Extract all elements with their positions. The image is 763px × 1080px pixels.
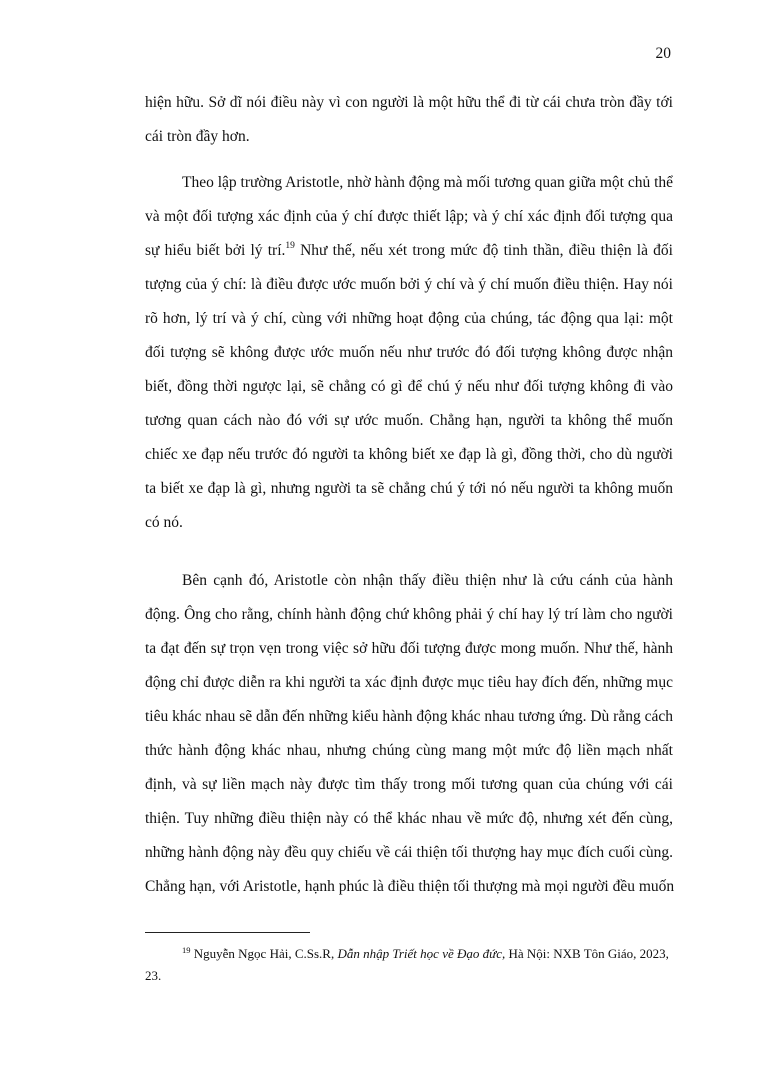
text-line: chiếc xe đạp nếu trước đó người ta không biết xe đạp là gì, đồng thời, cho dù người bbox=[145, 446, 673, 463]
text-line: động. Ông cho rằng, chính hành động chứ không phải ý chí hay lý trí làm cho người bbox=[145, 606, 673, 623]
footnote-author: Nguyễn Ngọc Hải, C.Ss.R, bbox=[190, 946, 338, 961]
footnote-publisher: Hà Nội: NXB Tôn Giáo, 2023, bbox=[505, 946, 669, 961]
footnote-separator bbox=[145, 932, 310, 933]
text-line: thức hành động khác nhau, nhưng chúng cùng mang một mức độ liền mạch nhất bbox=[145, 742, 673, 759]
text-line: Chẳng hạn, với Aristotle, hạnh phúc là điều thiện tối thượng mà mọi người đều muốn bbox=[145, 878, 675, 895]
text-line: động chỉ được diễn ra khi người ta xác định được mục tiêu hay đích đến, những mục bbox=[145, 674, 673, 691]
footnote-page: 23. bbox=[145, 968, 162, 983]
text-line: và một đối tượng xác định của ý chí được thiết lập; và ý chí xác định đối tượng qua bbox=[145, 208, 673, 225]
footnote-title: Dẫn nhập Triết học về Đạo đức, bbox=[337, 946, 506, 961]
paragraph-3 bbox=[145, 564, 673, 904]
paragraph-1 bbox=[145, 86, 673, 154]
paragraph-2 bbox=[145, 166, 673, 540]
text-line: biết, đồng thời ngược lại, sẽ chẳng có gì để chú ý nếu như đối tượng không đi vào bbox=[145, 378, 673, 395]
text-segment: Như thế, nếu xét trong mức độ tinh thần, điều thiện là đối bbox=[294, 242, 673, 259]
text-line: có nó. bbox=[145, 514, 183, 531]
footnote-mark: 19 bbox=[182, 945, 191, 955]
text-line: định, và sự liền mạch này được tìm thấy trong mối tương quan của chúng với cái bbox=[145, 776, 673, 793]
text-line: tiêu khác nhau sẽ dẫn đến những kiểu hành động khác nhau tương ứng. Dù rằng cách bbox=[145, 708, 673, 725]
text-line: rõ hơn, lý trí và ý chí, cùng với những hoạt động của chúng, tác động qua lại: một bbox=[145, 310, 673, 327]
text-line: Bên cạnh đó, Aristotle còn nhận thấy điều thiện như là cứu cánh của hành bbox=[182, 572, 673, 589]
footnote bbox=[145, 943, 673, 987]
page-number: 20 bbox=[655, 45, 671, 62]
text-line: ta đạt đến sự trọn vẹn trong việc sở hữu đối tượng được mong muốn. Như thế, hành bbox=[145, 640, 673, 657]
text-line: hiện hữu. Sở dĩ nói điều này vì con người là một hữu thể đi từ cái chưa tròn đầy tới bbox=[145, 94, 673, 111]
text-segment: sự hiểu biết bởi lý trí. bbox=[145, 242, 286, 259]
text-line: đối tượng sẽ không được ước muốn nếu như trước đó đối tượng không được nhận bbox=[145, 344, 673, 361]
text-line: những hành động này đều quy chiếu về cái thiện tối thượng hay mục đích cuối cùng. bbox=[145, 844, 673, 861]
text-line: tượng của ý chí: là điều được ước muốn bởi ý chí và ý chí muốn điều thiện. Hay nói bbox=[145, 276, 673, 293]
text-line: Theo lập trường Aristotle, nhờ hành động mà mối tương quan giữa một chủ thể bbox=[182, 174, 674, 191]
text-line: cái tròn đầy hơn. bbox=[145, 128, 250, 145]
footnote-line bbox=[145, 943, 673, 965]
text-line: thiện. Tuy những điều thiện này có thể khác nhau về mức độ, nhưng xét đến cùng, bbox=[145, 810, 673, 827]
text-line-with-footnote-ref bbox=[145, 234, 673, 268]
text-line: tương quan cách nào đó với sự ước muốn. Chẳng hạn, người ta không thể muốn bbox=[145, 412, 673, 429]
text-line: ta biết xe đạp là gì, nhưng người ta sẽ chẳng chú ý tới nó nếu người ta không muốn bbox=[145, 480, 673, 497]
footnote-reference[interactable]: 19 bbox=[285, 241, 295, 251]
